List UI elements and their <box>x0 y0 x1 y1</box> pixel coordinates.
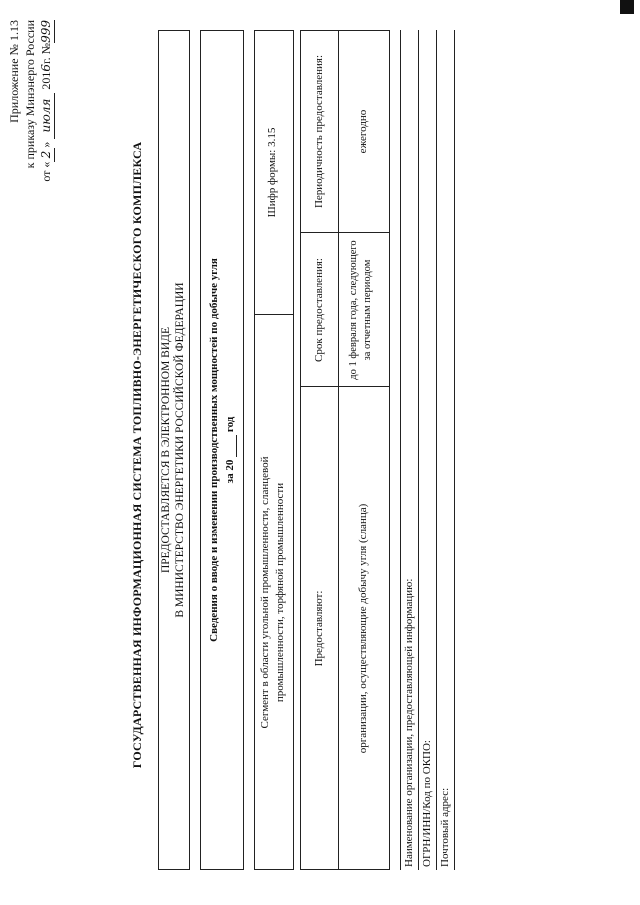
appendix-line3 <box>38 20 55 265</box>
form-period-year-blank <box>224 435 237 457</box>
footer-line-1 <box>418 30 419 870</box>
footer-address: Почтовый адрес: <box>439 787 451 867</box>
main-title: ГОСУДАРСТВЕННАЯ ИНФОРМАЦИОННАЯ СИСТЕМА ТОПЛИВНО-ЭНЕРГЕТИЧЕСКОГО КОМПЛЕКСА <box>130 141 144 769</box>
appendix-date-prefix: от « <box>39 161 53 182</box>
footer-line-3 <box>454 30 455 870</box>
appendix-number-label: г. № <box>39 42 53 64</box>
table-header-periodicity: Периодичность предоставления: <box>313 54 325 209</box>
table-cell-who: организации, осуществляющие добычу угля (сланца) <box>357 503 369 754</box>
notice-line1: ПРЕДОСТАВЛЯЕТСЯ В ЭЛЕКТРОННОМ ВИДЕ <box>160 326 172 574</box>
table-cell-deadline-line1: до 1 февраля года, следующего <box>348 240 359 380</box>
segment-text-line1: Сегмент в области угольной промышленности, сланцевой <box>259 456 271 729</box>
appendix-number: 999 <box>39 20 53 43</box>
appendix-year-prefix: 201 <box>39 71 53 93</box>
table-header-deadline: Срок предоставления: <box>313 258 325 362</box>
appendix-year-digit: 6 <box>39 63 53 72</box>
form-period-prefix: за 20 <box>224 459 236 484</box>
appendix-line2: к приказу Минэнерго России <box>23 20 37 169</box>
appendix-line1: Приложение № 1.13 <box>7 20 21 123</box>
form-period <box>224 30 237 870</box>
appendix-block <box>6 20 55 265</box>
footer-line-2 <box>436 30 437 870</box>
table-header-who: Предоставляют: <box>313 590 325 667</box>
footer-top-line <box>400 30 401 870</box>
appendix-date-mid: » <box>39 138 53 148</box>
table-cell-deadline-line2: за отчетным периодом <box>362 259 373 361</box>
footer-org-name: Наименование организации, предоставляющей информацию: <box>403 578 415 867</box>
form-title: Сведения о вводе и изменении производственных мощностей по добыче угля <box>208 258 220 642</box>
notice-line2: В МИНИСТЕРСТВО ЭНЕРГЕТИКИ РОССИЙСКОЙ ФЕДЕРАЦИИ <box>174 282 186 618</box>
form-title-box <box>200 30 244 870</box>
segment-text-line2: промышленности, торфяной промышленности <box>274 482 286 703</box>
form-code: Шифр формы: 3.15 <box>266 127 278 218</box>
footer-ogrn: ОГРН/ИНН/Код по ОКПО: <box>421 740 433 867</box>
table-header-divider <box>338 30 339 870</box>
form-period-suffix: год <box>224 416 236 433</box>
appendix-day: 2 <box>38 148 55 162</box>
appendix-month: июля <box>38 93 55 139</box>
table-cell-periodicity: ежегодно <box>357 109 369 154</box>
